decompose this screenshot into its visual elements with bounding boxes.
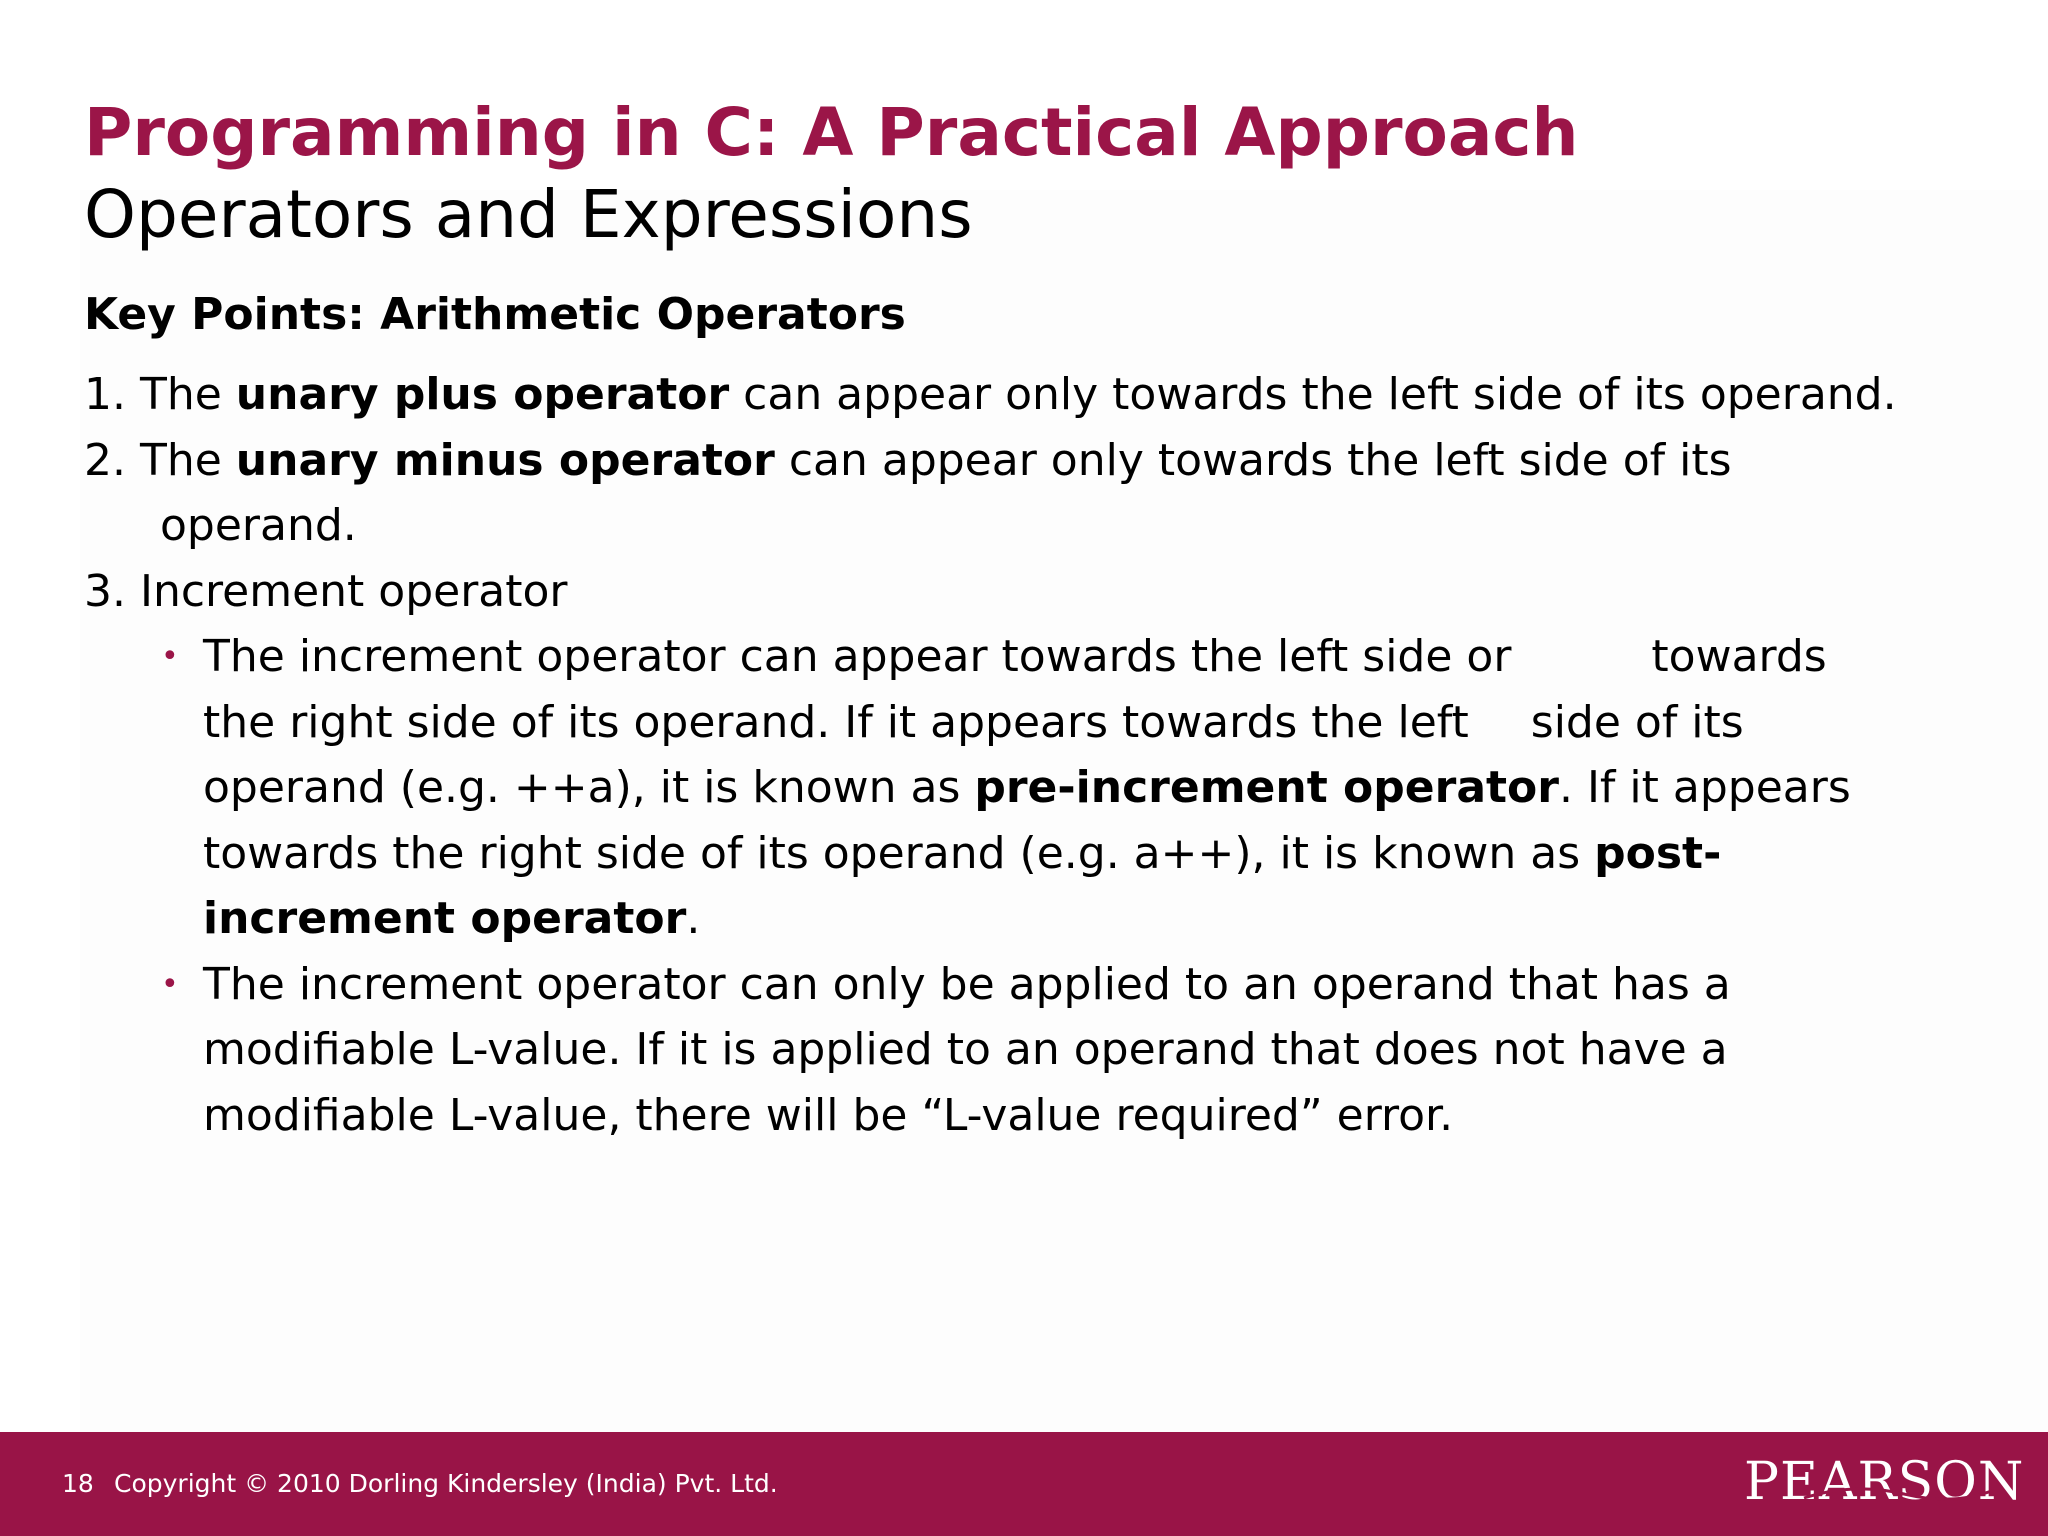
bullet-1-line-5c: . (686, 893, 701, 944)
bullet-1-line-2a: the right side of its operand. If it appears towards the left (203, 696, 1469, 748)
post-increment-term-start: post- (1594, 827, 1722, 879)
point-2 (84, 428, 2004, 494)
bullet-1-line-3a: operand (e.g. ++a), it is known as (203, 762, 975, 813)
point-1-term: unary plus operator (235, 369, 730, 420)
bullet-1-line-1b: towards (1651, 631, 1827, 682)
bullet-1-line-4 (84, 821, 2004, 887)
section-heading: Key Points: Arithmetic Operators (84, 289, 906, 340)
bullet-1-line-5 (84, 886, 2004, 952)
point-2-prefix: 2. The (84, 434, 236, 486)
slide-title: Operators and Expressions (84, 176, 973, 253)
point-1-prefix: 1. The (84, 369, 236, 420)
bullet-1-line-3c: . If it appears (1558, 762, 1851, 813)
bullet-1-line-2b: side of its (1530, 696, 1744, 748)
bullet-2-line-1: The increment operator can only be applied to an operand that has a (203, 958, 1731, 1010)
pre-increment-term: pre-increment operator (974, 762, 1559, 813)
bullet-1-line-1a: The increment operator can appear towards the left side or (203, 631, 1512, 682)
bullet-icon: • (161, 966, 179, 1002)
key-points-list (84, 362, 2004, 1148)
bullet-1-line-4a: towards the right side of its operand (e.g. a++), it is known as (203, 827, 1595, 879)
bullet-2-line-3: modifiable L-value, there will be “L-value required” error. (203, 1089, 1454, 1141)
point-3-bullet-2 (84, 952, 2004, 1018)
page-number: 18 (62, 1469, 94, 1498)
point-2-text: can appear only towards the left side of its (774, 434, 1732, 486)
point-3-bullet-1 (84, 624, 2004, 690)
point-2-term: unary minus operator (235, 434, 775, 486)
point-1-text: can appear only towards the left side of its operand. (729, 369, 1897, 420)
pearson-logo-text: PEARSON (1744, 1452, 2025, 1512)
bullet-icon: • (161, 639, 179, 674)
point-2-continuation: operand. (160, 500, 357, 551)
bullet-1-line-3 (84, 755, 2004, 821)
copyright-notice: Copyright © 2010 Dorling Kindersley (India) Pvt. Ltd. (114, 1469, 778, 1498)
post-increment-term-end: increment operator (203, 893, 687, 944)
logo-swoosh-icon (1744, 1454, 2009, 1510)
bullet-2-line-2: modifiable L-value. If it is applied to an operand that does not have a (203, 1024, 1728, 1075)
point-1 (84, 362, 2004, 428)
pearson-logo (1744, 1452, 2025, 1512)
course-title: Programming in C: A Practical Approach (84, 94, 1579, 171)
point-3: 3. Increment operator (84, 565, 568, 617)
footer-bar (0, 1432, 2048, 1536)
bullet-1-line-2 (84, 690, 2004, 756)
